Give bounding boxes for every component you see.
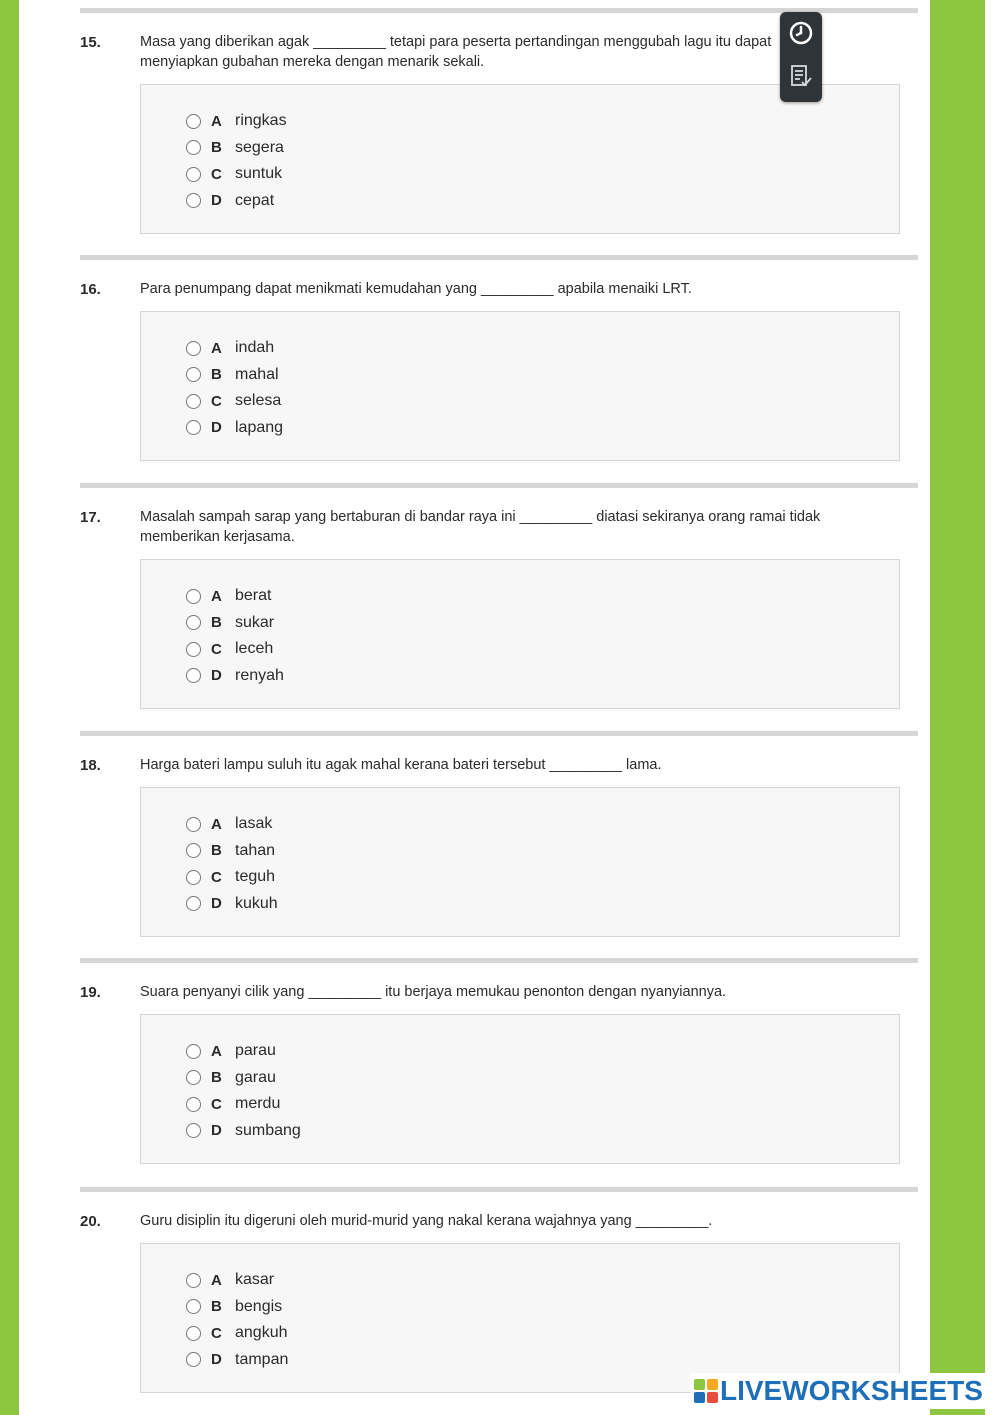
- option-c[interactable]: [186, 1323, 288, 1343]
- radio-button[interactable]: [186, 1352, 201, 1367]
- option-d[interactable]: [186, 418, 283, 438]
- radio-button[interactable]: [186, 843, 201, 858]
- option-label: lapang: [235, 418, 284, 436]
- question-text: Suara penyanyi cilik yang _________ itu berjaya memukau penonton dengan nyanyiannya.: [140, 984, 727, 1000]
- radio-button[interactable]: [186, 589, 201, 604]
- option-letter: C: [211, 1324, 222, 1342]
- option-letter: B: [211, 614, 222, 631]
- question-number: 20.: [80, 1213, 101, 1230]
- radio-button[interactable]: [186, 1123, 201, 1138]
- answer-options-box: [140, 311, 900, 461]
- option-letter: C: [211, 1095, 222, 1113]
- option-a[interactable]: [186, 1041, 276, 1061]
- radio-button[interactable]: [186, 615, 201, 630]
- option-c[interactable]: [186, 164, 282, 184]
- option-letter: A: [211, 815, 222, 833]
- option-letter: B: [211, 842, 222, 859]
- radio-button[interactable]: [186, 896, 201, 911]
- option-b[interactable]: [186, 841, 275, 861]
- option-label: indah: [235, 339, 275, 356]
- radio-button[interactable]: [186, 394, 201, 409]
- option-a[interactable]: [186, 1270, 274, 1290]
- question-divider: [80, 958, 918, 963]
- question-number: 18.: [80, 757, 101, 774]
- answer-options-box: [140, 1243, 900, 1393]
- question-text: Masalah sampah sarap yang bertaburan di bandar raya ini _________ diatasi sekiranya orang ramai tidak memberikan kerjasama.: [140, 509, 821, 545]
- radio-button[interactable]: [186, 114, 201, 129]
- option-letter: D: [211, 1122, 222, 1139]
- option-b[interactable]: [186, 1297, 282, 1317]
- question-divider: [80, 483, 918, 488]
- option-letter: A: [211, 1271, 222, 1289]
- option-letter: C: [211, 392, 222, 410]
- radio-button[interactable]: [186, 1097, 201, 1112]
- question-number: 15.: [80, 34, 101, 51]
- radio-button[interactable]: [186, 167, 201, 182]
- option-d[interactable]: [186, 666, 284, 686]
- radio-button[interactable]: [186, 1273, 201, 1288]
- option-letter: A: [211, 1042, 222, 1060]
- option-letter: B: [211, 1069, 222, 1086]
- question-number: 17.: [80, 509, 101, 526]
- question-text: Harga bateri lampu suluh itu agak mahal kerana bateri tersebut _________ lama.: [140, 757, 662, 773]
- option-b[interactable]: [186, 613, 274, 633]
- option-label: leceh: [235, 640, 274, 657]
- question-divider: [80, 255, 918, 260]
- timer-button[interactable]: [785, 16, 817, 50]
- option-d[interactable]: [186, 1350, 288, 1370]
- radio-button[interactable]: [186, 140, 201, 155]
- radio-button[interactable]: [186, 1070, 201, 1085]
- answer-options-box: [140, 559, 900, 709]
- answer-options-box: [140, 1014, 900, 1164]
- option-label: ringkas: [235, 112, 287, 129]
- radio-button[interactable]: [186, 367, 201, 382]
- option-label: kukuh: [235, 894, 278, 912]
- option-letter: C: [211, 165, 222, 183]
- option-label: lasak: [235, 815, 273, 832]
- option-letter: A: [211, 112, 222, 130]
- logo-text: LIVEWORKSHEETS: [720, 1375, 983, 1406]
- option-letter: C: [211, 640, 222, 658]
- option-label: berat: [235, 587, 272, 604]
- option-letter: D: [211, 895, 222, 912]
- left-border: [0, 0, 19, 1415]
- option-letter: D: [211, 667, 222, 684]
- option-label: sukar: [235, 613, 275, 631]
- checklist-icon: [788, 63, 814, 89]
- radio-button[interactable]: [186, 420, 201, 435]
- liveworksheets-logo: [690, 1373, 987, 1409]
- question-text: Guru disiplin itu digeruni oleh murid-murid yang nakal kerana wajahnya yang _________.: [140, 1213, 713, 1229]
- option-label: tampan: [235, 1350, 289, 1368]
- answer-options-box: [140, 84, 900, 234]
- option-label: bengis: [235, 1297, 283, 1315]
- option-d[interactable]: [186, 191, 274, 211]
- option-label: cepat: [235, 191, 275, 209]
- option-letter: D: [211, 1351, 222, 1368]
- timer-icon: [788, 20, 814, 46]
- option-label: segera: [235, 138, 284, 156]
- radio-button[interactable]: [186, 341, 201, 356]
- option-letter: D: [211, 419, 222, 436]
- option-label: tahan: [235, 841, 276, 859]
- question-number: 19.: [80, 984, 101, 1001]
- option-letter: A: [211, 587, 222, 605]
- option-letter: B: [211, 1298, 222, 1315]
- option-b[interactable]: [186, 1068, 276, 1088]
- option-label: kasar: [235, 1271, 275, 1288]
- option-label: selesa: [235, 392, 282, 409]
- option-letter: B: [211, 139, 222, 156]
- right-border: [930, 0, 985, 1415]
- radio-button[interactable]: [186, 1299, 201, 1314]
- option-c[interactable]: [186, 1094, 280, 1114]
- option-a[interactable]: [186, 586, 271, 606]
- option-c[interactable]: [186, 391, 281, 411]
- option-letter: D: [211, 192, 222, 209]
- radio-button[interactable]: [186, 1044, 201, 1059]
- question-divider: [80, 1187, 918, 1192]
- option-label: sumbang: [235, 1121, 301, 1139]
- option-label: merdu: [235, 1095, 281, 1112]
- option-a[interactable]: [186, 338, 274, 358]
- logo-mark-icon: [694, 1379, 718, 1403]
- question-divider: [80, 731, 918, 736]
- option-label: renyah: [235, 666, 284, 684]
- option-letter: A: [211, 339, 222, 357]
- checklist-button[interactable]: [785, 59, 817, 93]
- question-text: Masa yang diberikan agak _________ tetapi para peserta pertandingan menggubah lagu itu dapat menyiapkan gubahan mereka dengan menarik sekali.: [140, 34, 772, 70]
- option-c[interactable]: [186, 867, 275, 887]
- option-label: mahal: [235, 365, 279, 383]
- option-a[interactable]: [186, 111, 287, 131]
- option-label: garau: [235, 1068, 276, 1086]
- radio-button[interactable]: [186, 642, 201, 657]
- option-label: suntuk: [235, 165, 283, 182]
- radio-button[interactable]: [186, 1326, 201, 1341]
- option-b[interactable]: [186, 365, 279, 385]
- option-a[interactable]: [186, 814, 272, 834]
- radio-button[interactable]: [186, 193, 201, 208]
- radio-button[interactable]: [186, 870, 201, 885]
- floating-toolbar: [780, 12, 822, 102]
- option-label: parau: [235, 1042, 276, 1059]
- question-text: Para penumpang dapat menikmati kemudahan yang _________ apabila menaiki LRT.: [140, 281, 692, 297]
- option-d[interactable]: [186, 1121, 301, 1141]
- option-d[interactable]: [186, 894, 278, 914]
- option-c[interactable]: [186, 639, 273, 659]
- option-letter: C: [211, 868, 222, 886]
- question-number: 16.: [80, 281, 101, 298]
- option-label: angkuh: [235, 1324, 288, 1341]
- option-b[interactable]: [186, 138, 284, 158]
- option-label: teguh: [235, 868, 276, 885]
- option-letter: B: [211, 366, 222, 383]
- radio-button[interactable]: [186, 817, 201, 832]
- radio-button[interactable]: [186, 668, 201, 683]
- answer-options-box: [140, 787, 900, 937]
